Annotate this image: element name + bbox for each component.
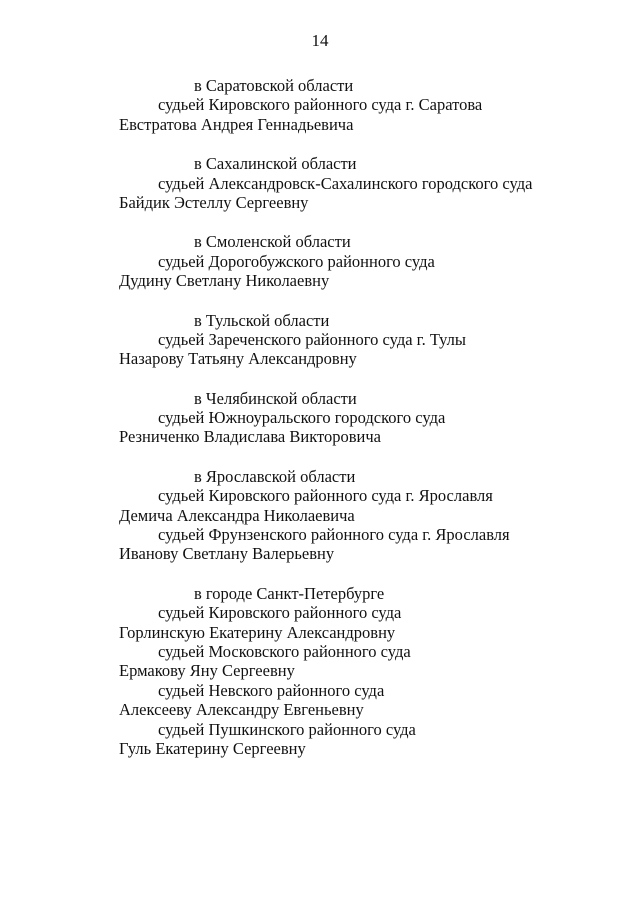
region-heading: в Ярославской области	[194, 466, 356, 486]
region-section	[0, 311, 640, 369]
region-section	[0, 76, 640, 134]
person-name: Дудину Светлану Николаевну	[119, 271, 330, 291]
person-name: Горлинскую Екатерину Александровну	[119, 622, 396, 642]
person-name: Резниченко Владислава Викторовича	[119, 427, 381, 447]
person-name: Демича Александра Николаевича	[119, 505, 355, 525]
region-heading: в Саратовской области	[194, 76, 354, 95]
region-section	[0, 154, 640, 212]
court-line: судьей Зареченского районного суда г. Тулы	[158, 329, 466, 349]
region-heading: в городе Санкт-Петербурге	[194, 583, 385, 603]
court-line: судьей Дорогобужского районного суда	[158, 251, 435, 271]
court-line: судьей Фрунзенского районного суда г. Ярославля	[158, 525, 510, 545]
court-line: судьей Кировского районного суда г. Ярославля	[158, 486, 493, 506]
court-line: судьей Московского районного суда	[158, 641, 411, 661]
person-name: Назарову Татьяну Александровну	[119, 349, 357, 369]
person-name: Гуль Екатерину Сергеевну	[119, 738, 306, 758]
region-heading: в Челябинской области	[194, 388, 357, 408]
person-name: Алексееву Александру Евгеньевну	[119, 700, 364, 720]
person-name: Байдик Эстеллу Сергеевну	[119, 192, 309, 212]
court-line: судьей Пушкинского районного суда	[158, 719, 416, 739]
court-line: судьей Невского районного суда	[158, 680, 385, 700]
court-line: судьей Южноуральского городского суда	[158, 408, 446, 428]
page-number: 14	[311, 31, 329, 50]
region-heading: в Тульской области	[194, 310, 330, 330]
region-section	[0, 584, 640, 759]
person-name: Ермакову Яну Сергеевну	[119, 661, 295, 681]
region-section	[0, 389, 640, 447]
region-heading: в Смоленской области	[194, 232, 351, 252]
person-name: Евстратова Андрея Геннадьевича	[119, 114, 354, 134]
court-line: судьей Кировского районного суда г. Саратова	[158, 95, 483, 115]
appointments-list	[0, 76, 640, 778]
court-line: судьей Кировского районного суда	[158, 603, 402, 623]
region-section	[0, 467, 640, 564]
person-name: Иванову Светлану Валерьевну	[119, 544, 335, 564]
court-line: судьей Александровск-Сахалинского городского суда	[158, 173, 533, 193]
region-section	[0, 232, 640, 290]
region-heading: в Сахалинской области	[194, 154, 357, 174]
